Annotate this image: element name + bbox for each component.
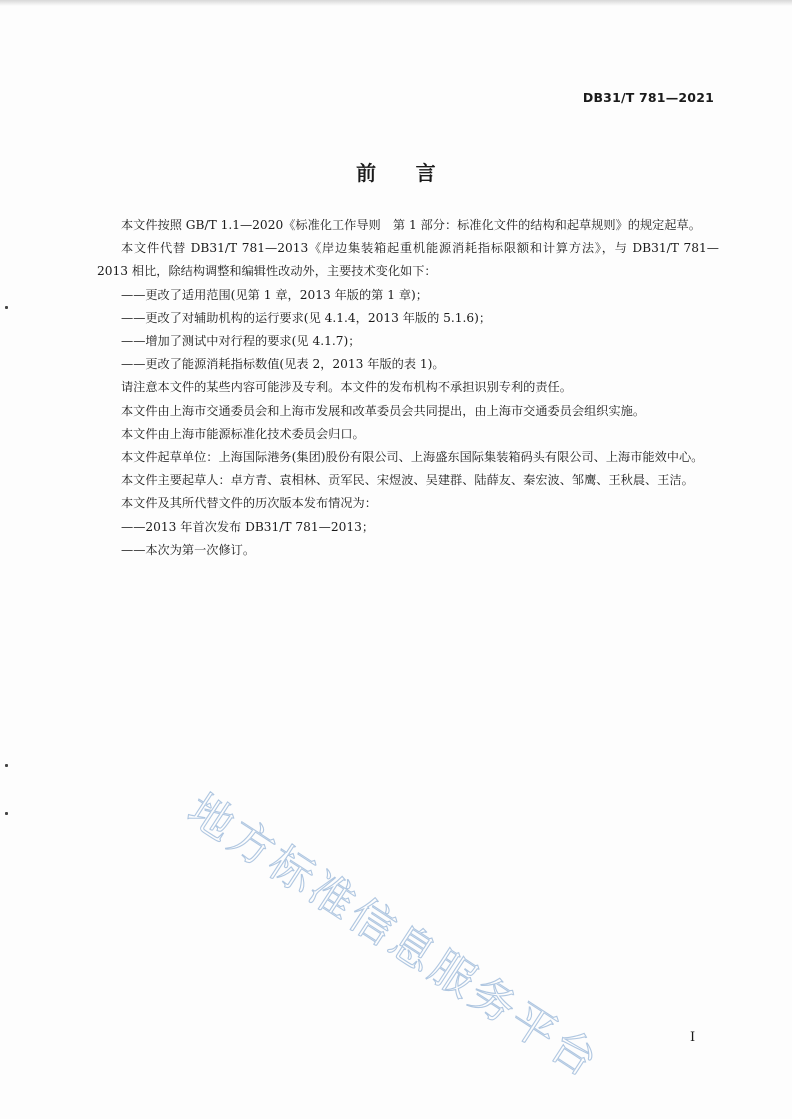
- document-code: DB31/T 781—2021: [582, 90, 714, 105]
- paragraph-patent-notice: 请注意本文件的某些内容可能涉及专利。本文件的发布机构不承担识别专利的责任。: [121, 380, 572, 395]
- change-item: ——更改了适用范围(见第 1 章，2013 年版的第 1 章)；: [121, 287, 428, 302]
- scan-margin-mark: [5, 306, 8, 309]
- paragraph-drafters: 本文件主要起草人：卓方青、袁相林、贡军民、宋煜波、吴建群、陆薛友、秦宏波、邹鹰、王秋晨、王洁。: [121, 473, 694, 488]
- change-item: ——更改了能源消耗指标数值(见表 2，2013 年版的表 1)。: [121, 357, 445, 372]
- change-item: ——更改了对辅助机构的运行要求(见 4.1.4，2013 年版的 5.1.6)；: [121, 310, 492, 325]
- paragraph-proposer: 本文件由上海市交通委员会和上海市发展和改革委员会共同提出，由上海市交通委员会组织实施。: [121, 403, 646, 418]
- history-item: ——2013 年首次发布 DB31/T 781—2013；: [121, 519, 375, 534]
- foreword-body: [97, 214, 719, 562]
- page-title: 前 言: [356, 161, 436, 185]
- paragraph-committee: 本文件由上海市能源标准化技术委员会归口。: [121, 426, 365, 441]
- paragraph-replacement: 本文件代替 DB31/T 781—2013《岸边集装箱起重机能源消耗指标限额和计算方法》，与 DB31/T 781—2013 相比，除结构调整和编辑性改动外，主要技术变化如下：: [97, 241, 719, 279]
- scan-margin-mark: [5, 812, 8, 815]
- change-item: ——增加了测试中对行程的要求(见 4.1.7)；: [121, 334, 361, 349]
- watermark: 地方标准信息服务平台: [178, 784, 609, 1089]
- page-number: I: [690, 1030, 696, 1045]
- paragraph-history-intro: 本文件及其所代替文件的历次版本发布情况为：: [121, 496, 377, 511]
- scan-margin-mark: [5, 764, 8, 767]
- history-item: ——本次为第一次修订。: [121, 542, 256, 557]
- paragraph-drafting-units: 本文件起草单位：上海国际港务(集团)股份有限公司、上海盛东国际集装箱码头有限公司、上海市能效中心。: [121, 450, 704, 465]
- paragraph-drafting-rules: 本文件按照 GB/T 1.1—2020《标准化工作导则 第 1 部分：标准化文件的结构和起草规则》的规定起草。: [121, 218, 701, 232]
- scan-edge: [0, 0, 792, 6]
